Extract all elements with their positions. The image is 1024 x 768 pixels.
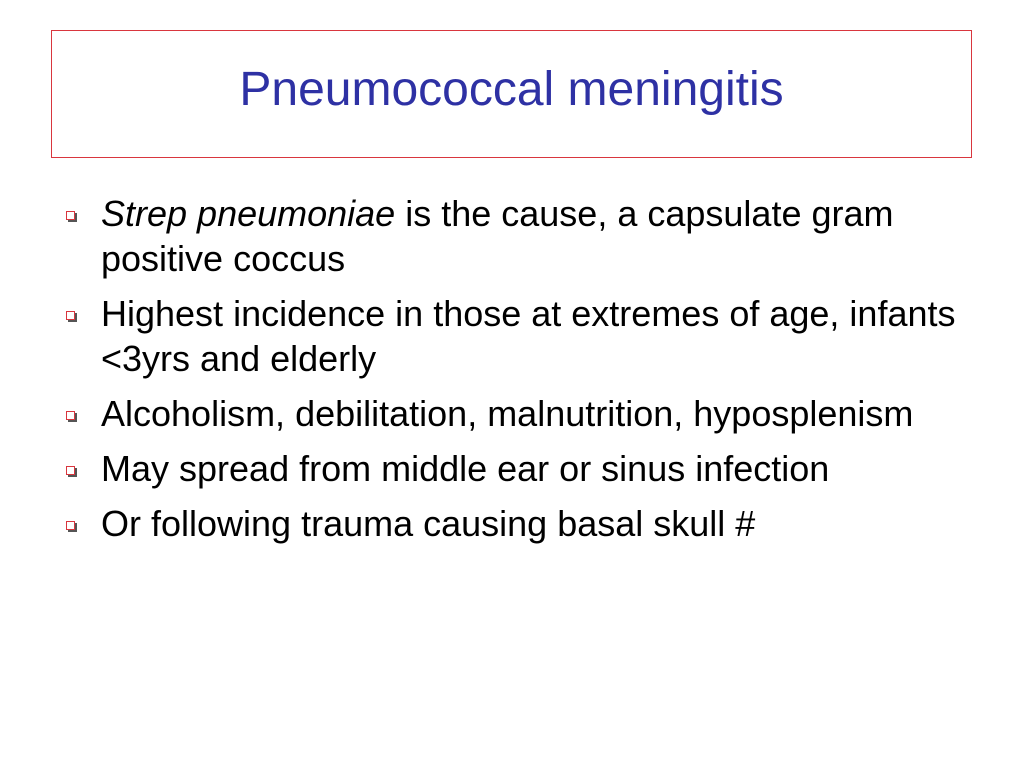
bullet-text: Or following trauma causing basal skull # xyxy=(101,503,756,544)
square-bullet-icon xyxy=(66,466,75,475)
bullet-item-5 xyxy=(56,501,956,546)
square-bullet-icon xyxy=(66,411,75,420)
bullet-text: Highest incidence in those at extremes of age, infants <3yrs and elderly xyxy=(101,293,956,379)
slide-title: Pneumococcal meningitis xyxy=(239,63,784,116)
bullet-list xyxy=(56,191,956,556)
bullet-text: is the cause, a capsulate gram positive coccus xyxy=(101,193,894,279)
bullet-item-2 xyxy=(56,291,956,381)
bullet-item-1 xyxy=(56,191,956,281)
bullet-item-3 xyxy=(56,391,956,436)
square-bullet-icon xyxy=(66,521,75,530)
title-box xyxy=(51,30,972,158)
bullet-text: Alcoholism, debilitation, malnutrition, hyposplenism xyxy=(101,393,914,434)
square-bullet-icon xyxy=(66,311,75,320)
bullet-text: May spread from middle ear or sinus infection xyxy=(101,448,830,489)
bullet-text-italic: Strep pneumoniae xyxy=(101,193,396,234)
bullet-item-4 xyxy=(56,446,956,491)
square-bullet-icon xyxy=(66,211,75,220)
